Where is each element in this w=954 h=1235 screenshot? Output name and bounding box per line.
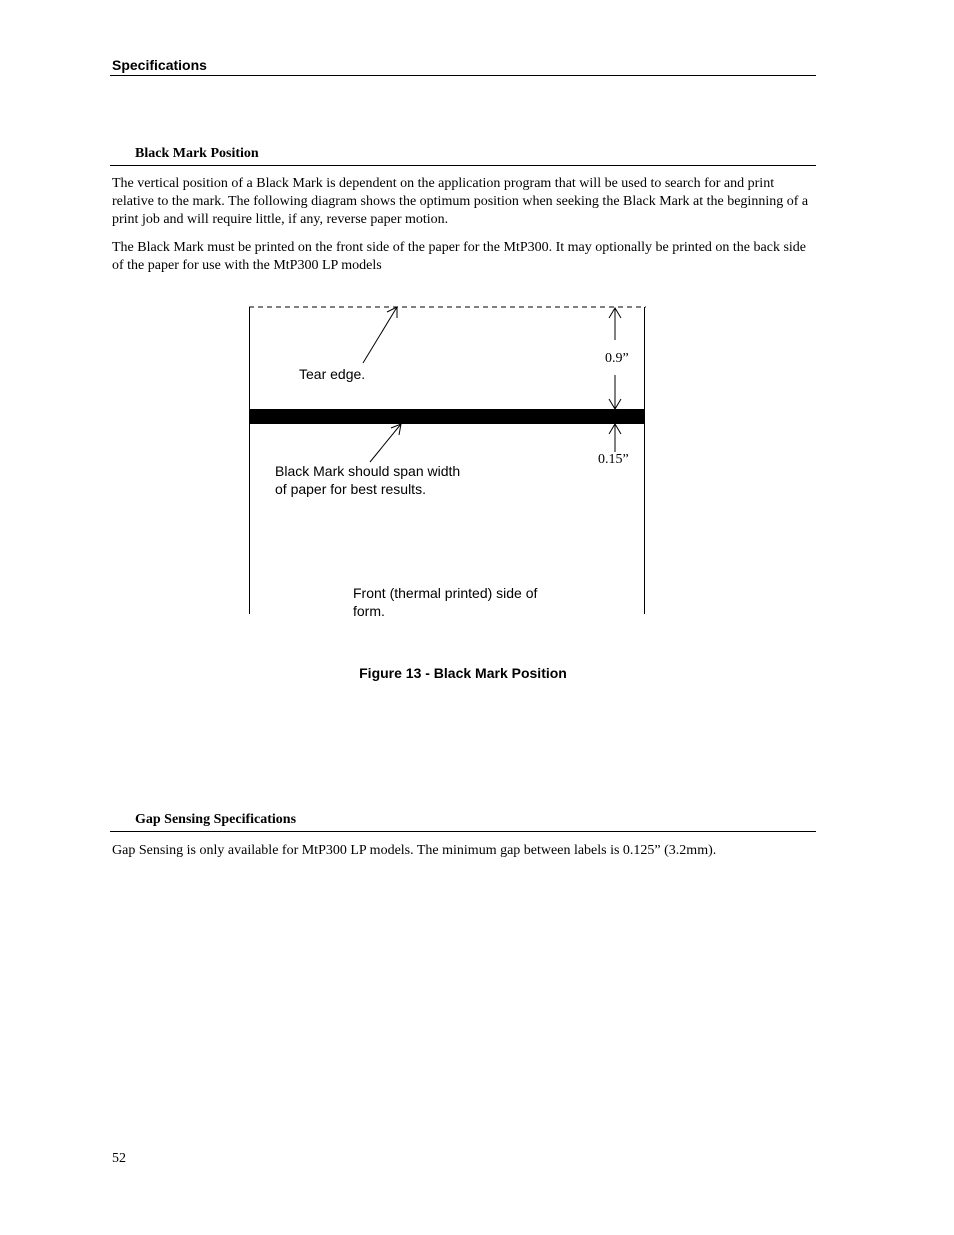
section-rule xyxy=(110,165,816,166)
dim-mark-arrow-up-head xyxy=(609,424,621,434)
paragraph: Gap Sensing is only available for MtP300 LP models. The minimum gap between labels is 0.125” (3.2mm). xyxy=(112,843,717,858)
dimension-top-label: 0.9” xyxy=(605,351,629,366)
header-rule xyxy=(110,75,816,76)
tear-edge-pointer-head xyxy=(387,307,397,318)
running-header-title: Specifications xyxy=(112,57,207,73)
section-title-black-mark: Black Mark Position xyxy=(135,146,259,161)
page-number: 52 xyxy=(112,1151,126,1166)
dim-top-arrow-down-head xyxy=(609,399,621,409)
figure-caption: Figure 13 - Black Mark Position xyxy=(359,665,567,681)
section-title-gap-sensing: Gap Sensing Specifications xyxy=(135,812,297,827)
tear-edge-pointer xyxy=(363,307,397,363)
dim-top-arrow-up-head xyxy=(609,308,621,318)
tear-edge-label: Tear edge. xyxy=(299,366,366,382)
black-mark-bar xyxy=(249,409,645,424)
black-mark-pointer xyxy=(370,424,401,462)
black-mark-label: Black Mark should span width of paper for best results. xyxy=(275,463,461,497)
paragraph: The vertical position of a Black Mark is dependent on the application program that will be used to search for and print relative to the mark. The following diagram shows the optimum position when seeking the Black Mark at the beginning of a print job and will require little, if any, reverse paper motion. xyxy=(112,176,809,227)
section-rule xyxy=(110,831,816,832)
front-side-label: Front (thermal printed) side of form. xyxy=(353,585,538,619)
dimension-mark-label: 0.15” xyxy=(598,452,629,467)
paragraph: The Black Mark must be printed on the front side of the paper for the MtP300. It may optionally be printed on the back side of the paper for use with the MtP300 LP models xyxy=(112,240,806,273)
black-mark-pointer-head xyxy=(391,424,401,435)
